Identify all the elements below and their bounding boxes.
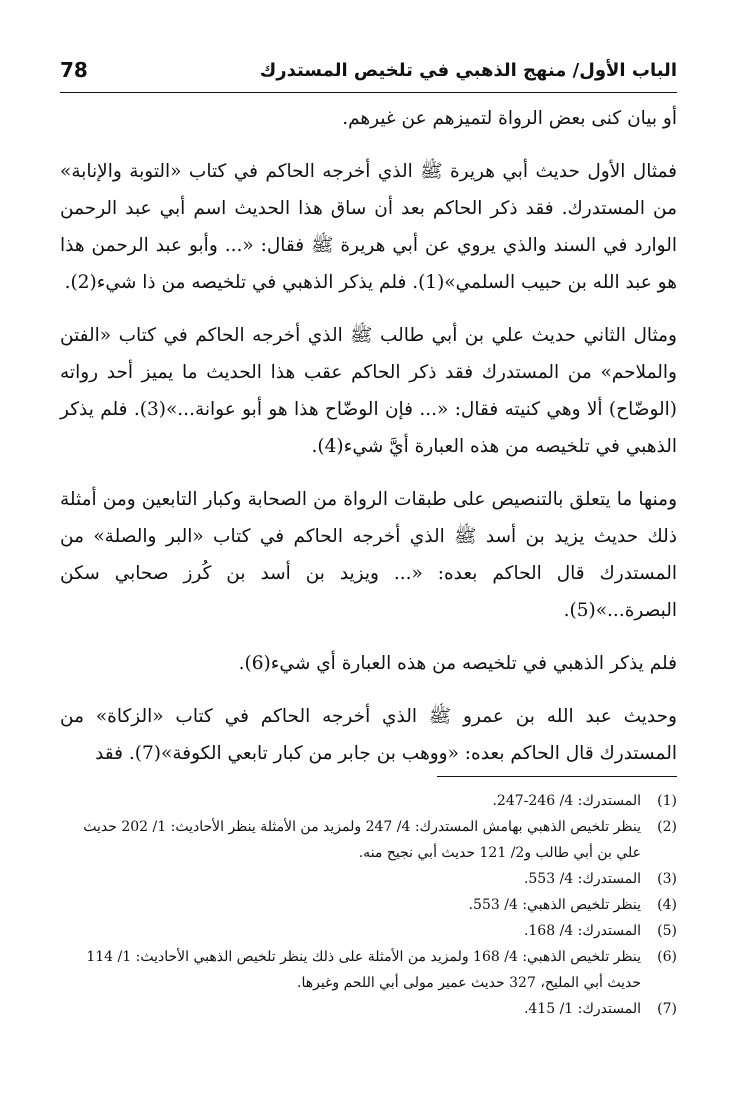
footnotes [60,788,677,1022]
footnote [60,996,677,1022]
footnote-number: (4) [657,897,677,913]
footnote [60,944,677,996]
footnote [60,866,677,892]
page-number: 78 [60,58,88,82]
paragraph: فلم يذكر الذهبي في تلخيصه من هذه العبارة أي شيء(6). [238,653,677,674]
running-header [60,58,677,92]
footnote-text: المستدرك: 4/ 553. [523,871,641,887]
footnote-text: المستدرك: 4/ 246-247. [492,793,641,809]
paragraph: ومنها ما يتعلق بالتنصيص على طبقات الرواة من الصحابة وكبار التابعين ومن أمثلة ذلك حديث يزيد بن أسد ﷺ الذي أخرجه الحاكم في كتاب «البر والصلة» من المستدرك قال الحاكم بعده: «... ويزيد بن أسد بن كُرز صحابي سكن البصرة...»(5). [60,489,677,621]
header-divider [60,92,677,93]
running-title: الباب الأول/ منهج الذهبي في تلخيص المستدرك [259,60,677,81]
paragraph: أو بيان كنى بعض الرواة لتميزهم عن غيرهم. [342,108,677,129]
footnote [60,892,677,918]
footnote-text: المستدرك: 1/ 415. [523,1001,641,1017]
footnote-text: ينظر تلخيص الذهبي: 4/ 168 ولمزيد من الأمثلة على ذلك ينظر تلخيص الذهبي الأحاديث: 1/ 114 حديث أبي المليح، 327 حديث عمير مولى أبي اللحم وغيرها. [86,949,641,991]
footnote-number: (7) [657,1001,677,1017]
footnote [60,918,677,944]
body-text [60,100,677,788]
footnote-number: (1) [657,793,677,809]
footnote [60,788,677,814]
footnote-number: (2) [657,819,677,835]
footnote-text: ينظر تلخيص الذهبي: 4/ 553. [468,897,641,913]
footnote-number: (6) [657,949,677,965]
paragraph: فمثال الأول حديث أبي هريرة ﷺ الذي أخرجه الحاكم في كتاب «التوبة والإنابة» من المستدرك. فقد ذكر الحاكم بعد أن ساق هذا الحديث اسم أبي عبد الرحمن الوارد في السند والذي يروي عن أبي هريرة ﷺ فقال: «... وأبو عبد الرحمن هذا هو عبد الله بن حبيب السلمي»(1). فلم يذكر الذهبي في تلخيصه من ذا شيء(2). [60,161,677,293]
footnote-text: ينظر تلخيص الذهبي بهامش المستدرك: 4/ 247 ولمزيد من الأمثلة ينظر الأحاديث: 1/ 202 حديث علي بن أبي طالب و2/ 121 حديث أبي نجيح منه. [83,819,641,861]
footnotes-divider [437,776,677,777]
paragraph: ومثال الثاني حديث علي بن أبي طالب ﷺ الذي أخرجه الحاكم في كتاب «الفتن والملاحم» من المستدرك فقد ذكر الحاكم عقب هذا الحديث ما يميز أحد رواته (الوضّاح) ألا وهي كنيته فقال: «... فإن الوضّاح هذا هو أبو عوانة...»(3). فلم يذكر الذهبي في تلخيصه من هذه العبارة أيَّ شيء(4). [60,325,677,457]
footnote-number: (5) [657,923,677,939]
footnote [60,814,677,866]
footnote-text: المستدرك: 4/ 168. [523,923,641,939]
footnote-number: (3) [657,871,677,887]
paragraph: وحديث عبد الله بن عمرو ﷺ الذي أخرجه الحاكم في كتاب «الزكاة» من المستدرك قال الحاكم بعده: «ووهب بن جابر من كبار تابعي الكوفة»(7). فقد [60,706,677,764]
